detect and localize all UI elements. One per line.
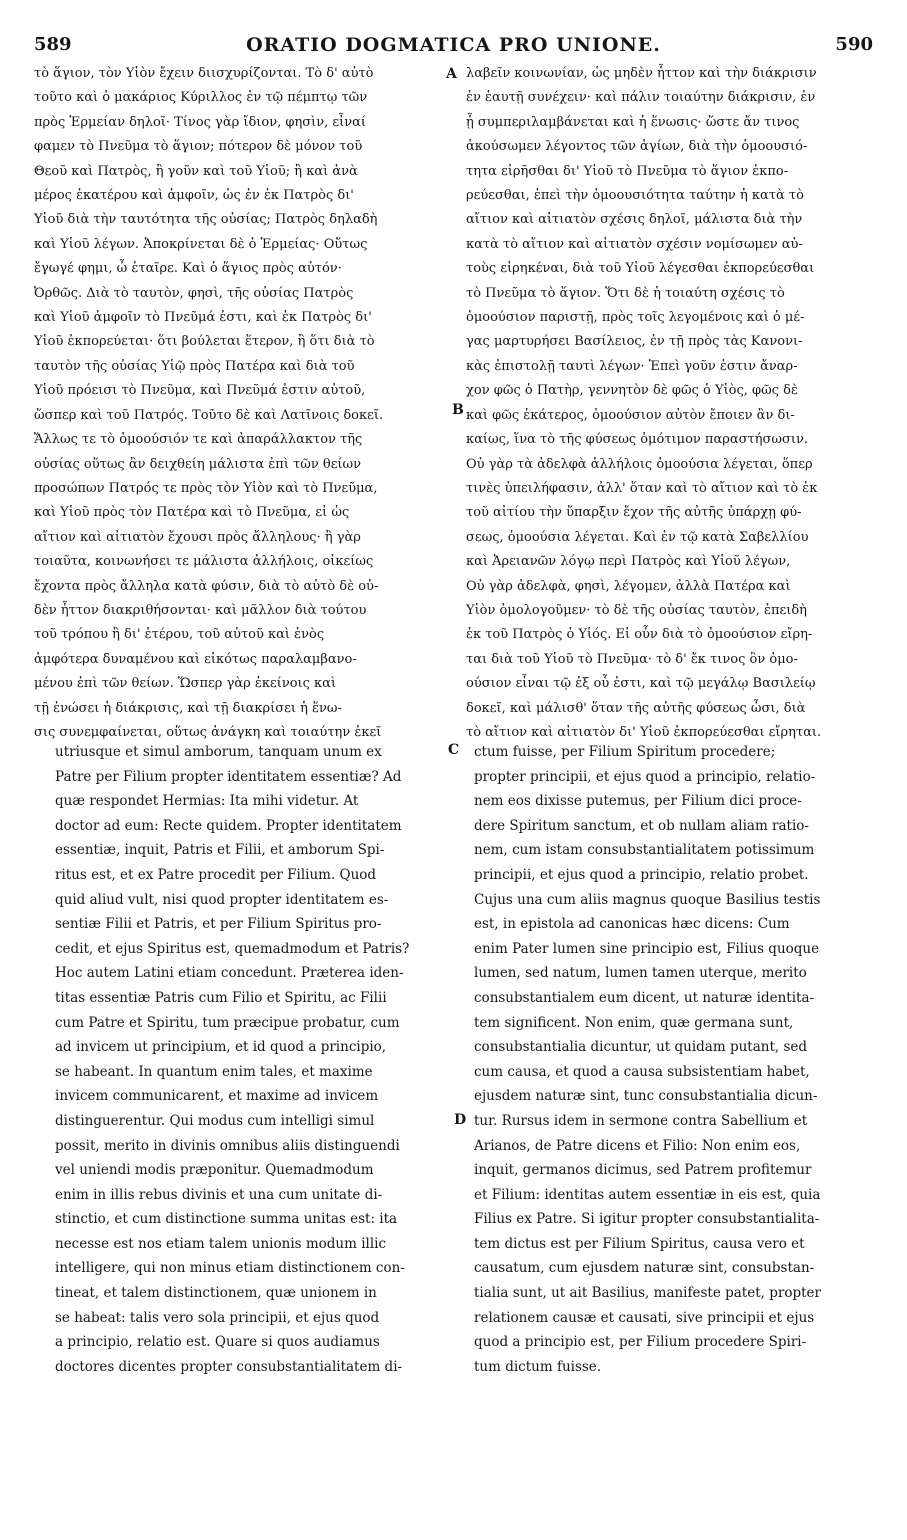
text-line: ἔχοντα πρὸς ἄλληλα κατὰ φύσιν, διὰ τὸ αὐτὸ δὲ οὐ- xyxy=(34,578,379,594)
text-line: a principio, relatio est. Quare si quos audiamus xyxy=(55,1334,380,1351)
text-line: πρὸς Ἑρμείαν δηλοῖ· Τίνος γὰρ ἴδιον, φησὶν, εἶναί xyxy=(34,114,367,130)
text-line: ctum fuisse, per Filium Spiritum procedere; xyxy=(474,744,776,760)
text-line: καὶ Υἱοῦ ἀμφοῖν τὸ Πνεῦμά ἐστι, καὶ ἐκ Πατρὸς δι' xyxy=(34,310,372,326)
text-line: quid aliud vult, nisi quod propter identitatem es- xyxy=(55,891,389,908)
page-header xyxy=(0,34,907,60)
text-line: est, in epistola ad canonicas hæc dicens: Cum xyxy=(474,916,790,933)
text-line: λαβεῖν κοινωνίαν, ὡς μηδὲν ἧττον καὶ τὴν διάκρισιν xyxy=(466,66,817,81)
text-line: ὥσπερ καὶ τοῦ Πατρός. Τοῦτο δὲ καὶ Λατῖνοις δοκεῖ. xyxy=(34,407,384,423)
text-line: ται διὰ τοῦ Υἱοῦ τὸ Πνεῦμα· τὸ δ' ἔκ τινος ὂν ὁμο- xyxy=(466,651,798,667)
text-line: relationem causæ et causati, sive principii et ejus xyxy=(474,1309,815,1326)
text-line: ἀκούσωμεν λέγοντος τῶν ἁγίων, διὰ τὴν ὁμοουσιό- xyxy=(466,139,808,155)
text-line: καὶ φῶς ἑκάτερος, ὁμοούσιον αὐτὸν ἔποιεν ἂν δι- xyxy=(466,407,795,423)
text-line: τοῦ τρόπου ἢ δι' ἑτέρου, τοῦ αὐτοῦ καὶ ἑνὸς xyxy=(34,627,325,643)
text-line: ἐν ἑαυτῇ συνέχειν· καὶ πάλιν τοιαύτην διάκρισιν, ἐν xyxy=(466,90,816,106)
text-line: dere Spiritum sanctum, et ob nullam aliam ratio- xyxy=(474,817,809,834)
text-line: lumen, sed natum, lumen tamen uterque, merito xyxy=(474,965,807,982)
text-line: μέρος ἑκατέρου καὶ ἀμφοῖν, ὡς ἐν ἐκ Πατρὸς δι' xyxy=(34,188,354,204)
text-line: τοιαῦτα, κοινωνήσει τε μάλιστα ἀλλήλοις, οἰκείως xyxy=(34,554,374,570)
text-line: titas essentiæ Patris cum Filio et Spiritu, ac Filii xyxy=(55,989,387,1006)
text-line: Οὐ γὰρ ἀδελφὰ, φησὶ, λέγομεν, ἀλλὰ Πατέρα καὶ xyxy=(466,578,791,594)
text-line: se habeant. In quantum enim tales, et maxime xyxy=(55,1063,373,1080)
text-line: ἀμφότερα δυναμένου καὶ εἰκότως παραλαμβανο- xyxy=(34,651,357,667)
text-line: ad invicem ut principium, et id quod a principio, xyxy=(55,1039,387,1056)
text-line: cum causa, et quod a causa subsistentiam habet, xyxy=(474,1063,810,1080)
text-line: Υἱοῦ πρόεισι τὸ Πνεῦμα, καὶ Πνεῦμά ἐστιν αὐτοῦ, xyxy=(34,383,366,399)
text-line: quod a principio est, per Filium procedere Spiri- xyxy=(474,1334,807,1351)
text-line: κατὰ τὸ αἴτιον καὶ αἰτιατὸν σχέσιν νομίσωμεν αὐ- xyxy=(466,236,803,252)
text-line: σεως, ὁμοούσια λέγεται. Καὶ ἐν τῷ κατὰ Σαβελλίου xyxy=(466,529,809,545)
text-line: Ὀρθῶς. Διὰ τὸ ταυτὸν, φησὶ, τῆς οὐσίας Πατρὸς xyxy=(34,285,354,301)
text-line: Υἱοῦ ἐκπορεύεται· ὅτι βούλεται ἕτερον, ἢ ὅτι διὰ τὸ xyxy=(34,334,375,350)
text-line: τὸ αἴτιον καὶ αἰτιατὸν δι' Υἱοῦ ἐκπορεύεσθαι εἴρηται. xyxy=(466,724,822,740)
text-line: Ἄλλως τε τὸ ὁμοούσιόν τε καὶ ἀπαράλλακτον τῆς xyxy=(34,432,363,448)
text-line: utriusque et simul amborum, tanquam unum ex xyxy=(55,744,382,760)
text-line: invicem communicarent, et maxime ad invicem xyxy=(55,1088,379,1105)
text-line: ὁμοούσιον παριστῇ, πρὸς τοῖς λεγομένοις καὶ ὁ μέ- xyxy=(466,310,805,326)
latin-column-right xyxy=(474,740,874,1379)
text-line: προσώπων Πατρός τε πρὸς τὸν Υἱὸν καὶ τὸ Πνεῦμα, xyxy=(34,480,378,496)
text-line: enim Pater lumen sine principio est, Filius quoque xyxy=(474,940,820,957)
text-line: δὲν ἧττον διακριθήσονται· καὶ μᾶλλον διὰ τούτου xyxy=(34,602,367,618)
text-line: Patre per Filium propter identitatem essentiæ? Ad xyxy=(55,768,402,785)
text-line: τοῦ αἰτίου τὴν ὕπαρξιν ἔχον τῆς αὐτῆς ὑπάρχῃ φύ- xyxy=(466,505,802,521)
text-line: φαμεν τὸ Πνεῦμα τὸ ἅγιον; πότερον δὲ μόνον τοῦ xyxy=(34,139,363,155)
text-line: τὸ ἅγιον, τὸν Υἱὸν ἔχειν διισχυρίζονται. Τὸ δ' αὐτὸ xyxy=(34,66,374,81)
section-marker-d: D xyxy=(454,1112,467,1128)
text-line: cum Patre et Spiritu, tum præcipue probatur, cum xyxy=(55,1014,400,1031)
section-marker-b: B xyxy=(452,402,464,418)
text-line: γας μαρτυρήσει Βασίλειος, ἐν τῇ πρὸς τὰς Κανονι- xyxy=(466,334,803,350)
text-line: nem eos dixisse putemus, per Filium dici proce- xyxy=(474,793,802,810)
left-page-number: 589 xyxy=(34,34,72,55)
text-line: consubstantialia dicuntur, ut quidam putant, sed xyxy=(474,1039,808,1056)
text-line: nem, cum istam consubstantialitatem potissimum xyxy=(474,842,815,859)
text-line: τὸ Πνεῦμα τὸ ἅγιον. Ὅτι δὲ ἡ τοιαύτη σχέσις τὸ xyxy=(466,285,785,301)
text-line: Arianos, de Patre dicens et Filio: Non enim eos, xyxy=(474,1137,801,1154)
greek-column-left xyxy=(34,62,446,745)
text-line: Υἱοῦ διὰ τὴν ταυτότητα τῆς οὐσίας; Πατρὸς δηλαδὴ xyxy=(34,212,378,228)
text-line: καὶ Ἀρειανῶν λόγῳ περὶ Πατρὸς καὶ Υἱοῦ λέγων, xyxy=(466,554,791,570)
text-line: tur. Rursus idem in sermone contra Sabellium et xyxy=(474,1112,808,1129)
greek-column-right xyxy=(466,62,874,745)
text-line: αἴτιον καὶ αἰτιατὸν σχέσις δηλοῖ, μάλιστα διὰ τὴν xyxy=(466,212,803,228)
text-line: τινὲς ὑπειλήφασιν, ἀλλ' ὅταν καὶ τὸ αἴτιον καὶ τὸ ἐκ xyxy=(466,480,818,496)
text-line: sentiæ Filii et Patris, et per Filium Spiritus pro- xyxy=(55,916,382,933)
text-line: inquit, germanos dicimus, sed Patrem profitemur xyxy=(474,1162,812,1179)
text-line: intelligere, qui non minus etiam distinctionem con- xyxy=(55,1260,405,1277)
running-title: ORATIO DOGMATICA PRO UNIONE. xyxy=(246,34,661,56)
section-marker-c: C xyxy=(448,742,460,758)
text-line: distinguerentur. Qui modus cum intelligi simul xyxy=(55,1112,375,1129)
text-line: tem dictus est per Filium Spiritus, causa vero et xyxy=(474,1235,805,1252)
text-line: doctor ad eum: Recte quidem. Propter identitatem xyxy=(55,817,402,834)
right-page-number: 590 xyxy=(835,34,873,55)
text-line: tialia sunt, ut ait Basilius, manifeste patet, propter xyxy=(474,1285,821,1302)
text-line: et Filium: identitas autem essentiæ in eis est, quia xyxy=(474,1186,821,1203)
text-line: τῇ ἑνώσει ἡ διάκρισις, καὶ τῇ διακρίσει ἡ ἕνω- xyxy=(34,700,342,716)
text-line: se habeat: talis vero sola principii, et ejus quod xyxy=(55,1309,380,1326)
text-line: τητα εἰρῆσθαι δι' Υἱοῦ τὸ Πνεῦμα τὸ ἅγιον ἐκπο- xyxy=(466,163,789,179)
latin-column-left xyxy=(55,740,445,1379)
section-marker-a: A xyxy=(446,66,457,82)
text-line: σις συνεμφαίνεται, οὕτως ἀνάγκη καὶ τοιαύτην ἐκεῖ xyxy=(34,724,382,740)
text-line: vel uniendi modis præponitur. Quemadmodum xyxy=(55,1162,374,1179)
text-line: τοὺς εἰρηκέναι, διὰ τοῦ Υἱοῦ λέγεσθαι ἐκπορεύεσθαι xyxy=(466,261,815,277)
text-line: necesse est nos etiam talem unionis modum illic xyxy=(55,1235,387,1252)
text-line: μένου ἐπὶ τῶν θείων. Ὥσπερ γὰρ ἐκείνοις καὶ xyxy=(34,676,337,692)
text-line: cedit, et ejus Spiritus est, quemadmodum et Patris? xyxy=(55,940,410,957)
text-line: Υἱὸν ὁμολογοῦμεν· τὸ δὲ τῆς οὐσίας ταυτὸν, ἐπειδὴ xyxy=(466,602,807,618)
text-line: ἐκ τοῦ Πατρὸς ὁ Υἱός. Εἰ οὖν διὰ τὸ ὁμοούσιον εἴρη- xyxy=(466,627,813,643)
text-line: tum dictum fuisse. xyxy=(474,1358,602,1375)
text-line: quæ respondet Hermias: Ita mihi videtur. At xyxy=(55,793,359,810)
text-line: Cujus una cum aliis magnus quoque Basilius testis xyxy=(474,891,821,908)
text-line: consubstantialem eum dicent, ut naturæ identita- xyxy=(474,989,815,1006)
text-line: ταυτὸν τῆς οὐσίας Υἱῷ πρὸς Πατέρα καὶ διὰ τοῦ xyxy=(34,358,355,374)
text-line: καὶ Υἱοῦ πρὸς τὸν Πατέρα καὶ τὸ Πνεῦμα, εἰ ὡς xyxy=(34,505,350,521)
text-line: possit, merito in divinis omnibus aliis distinguendi xyxy=(55,1137,400,1154)
text-line: enim in illis rebus divinis et una cum unitate di- xyxy=(55,1186,383,1203)
text-line: tineat, et talem distinctionem, quæ unionem in xyxy=(55,1285,377,1302)
text-line: essentiæ, inquit, Patris et Filii, et amborum Spi- xyxy=(55,842,385,859)
text-line: ᾗ συμπεριλαμβάνεται καὶ ἡ ἕνωσις· ὥστε ἄν τινος xyxy=(466,114,800,130)
text-line: Hoc autem Latini etiam concedunt. Præterea iden- xyxy=(55,965,404,982)
text-line: κὰς ἐπιστολῇ ταυτὶ λέγων· Ἐπεὶ γοῦν ἐστιν ἄναρ- xyxy=(466,358,798,374)
text-line: δοκεῖ, καὶ μάλισθ' ὅταν τῆς αὐτῆς φύσεως ὦσι, διὰ xyxy=(466,700,806,716)
text-line: causatum, cum ejusdem naturæ sint, consubstan- xyxy=(474,1260,815,1277)
text-line: ἔγωγέ φημι, ὦ ἑταῖρε. Καὶ ὁ ἅγιος πρὸς αὐτόν· xyxy=(34,261,342,277)
text-line: stinctio, et cum distinctione summa unitas est: ita xyxy=(55,1211,398,1228)
text-line: καίως, ἵνα τὸ τῆς φύσεως ὁμότιμον παραστήσωσιν. xyxy=(466,432,809,448)
text-line: αἴτιον καὶ αἰτιατὸν ἔχουσι πρὸς ἄλληλους· ἢ γὰρ xyxy=(34,529,361,545)
text-line: χον φῶς ὁ Πατὴρ, γεννητὸν δὲ φῶς ὁ Υἱὸς, φῶς δὲ xyxy=(466,383,798,399)
text-line: ejusdem naturæ sint, tunc consubstantialia dicun- xyxy=(474,1088,818,1105)
text-line: doctores dicentes propter consubstantialitatem di- xyxy=(55,1358,403,1375)
text-line: τοῦτο καὶ ὁ μακάριος Κύριλλος ἐν τῷ πέμπτῳ τῶν xyxy=(34,90,368,106)
text-line: ούσιον εἶναι τῷ ἐξ οὗ ἐστι, καὶ τῷ μεγάλῳ Βασιλείῳ xyxy=(466,676,816,692)
text-line: propter principii, et ejus quod a principio, relatio- xyxy=(474,768,816,785)
text-line: καὶ Υἱοῦ λέγων. Ἀποκρίνεται δὲ ὁ Ἑρμείας· Οὕτως xyxy=(34,236,368,252)
text-line: principii, et ejus quod a principio, relatio probet. xyxy=(474,866,809,883)
text-line: tem significent. Non enim, quæ germana sunt, xyxy=(474,1014,794,1031)
text-line: ρεύεσθαι, ἐπεὶ τὴν ὁμοουσιότητα ταύτην ἡ κατὰ τὸ xyxy=(466,188,804,204)
text-line: Θεοῦ καὶ Πατρὸς, ἢ γοῦν καὶ τοῦ Υἱοῦ; ἢ καὶ ἀνὰ xyxy=(34,163,358,179)
text-line: ritus est, et ex Patre procedit per Filium. Quod xyxy=(55,866,377,883)
text-line: Filius ex Patre. Si igitur propter consubstantialita- xyxy=(474,1211,820,1228)
text-line: Οὐ γὰρ τὰ ἀδελφὰ ἀλλήλοις ὁμοούσια λέγεται, ὅπερ xyxy=(466,456,813,472)
text-line: οὐσίας οὕτως ἂν δειχθείη μάλιστα ἐπὶ τῶν θείων xyxy=(34,456,362,472)
